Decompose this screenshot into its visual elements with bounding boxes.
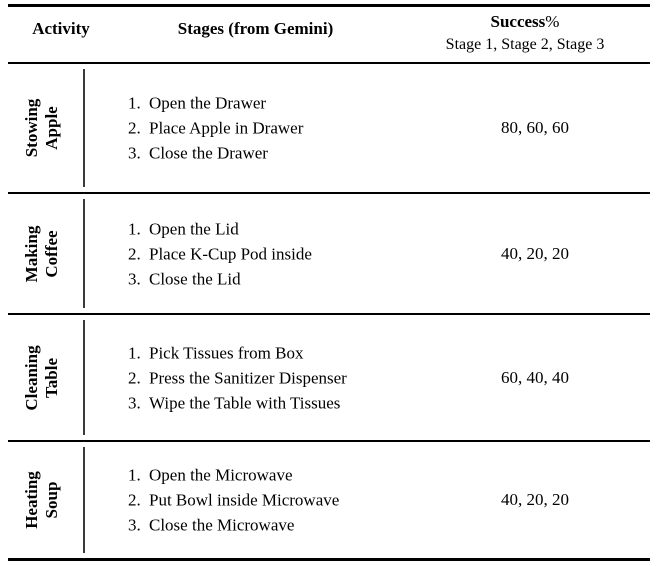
stage-item bbox=[128, 266, 428, 291]
stage-item bbox=[128, 91, 428, 116]
stages-cell bbox=[128, 64, 428, 192]
stages-cell bbox=[128, 194, 428, 313]
success-cell bbox=[435, 315, 635, 440]
column-header-success-subtitle: Stage 1, Stage 2, Stage 3 bbox=[445, 36, 605, 53]
stage-text: Close the Drawer bbox=[149, 143, 268, 163]
stage-text: Open the Lid bbox=[149, 219, 239, 238]
activity-label-rotated bbox=[22, 99, 62, 158]
stage-number: 3. bbox=[128, 269, 141, 288]
stage-item bbox=[128, 241, 428, 266]
table-bottom-rule bbox=[8, 558, 650, 561]
activity-cell bbox=[0, 194, 84, 313]
stage-text: Place Apple in Drawer bbox=[149, 118, 304, 138]
column-header-success bbox=[400, 10, 650, 56]
success-cell bbox=[435, 442, 635, 558]
activity-label-line1: Heating bbox=[22, 471, 41, 529]
stage-number: 3. bbox=[128, 143, 141, 163]
activity-label-line2: Soup bbox=[42, 481, 61, 519]
success-cell bbox=[435, 194, 635, 313]
stages-list bbox=[128, 91, 428, 166]
stage-number: 1. bbox=[128, 219, 141, 238]
stage-item bbox=[128, 141, 428, 166]
stage-item bbox=[128, 216, 428, 241]
activity-cell bbox=[0, 64, 84, 192]
stage-text: Wipe the Table with Tissues bbox=[149, 393, 341, 412]
stage-item bbox=[128, 390, 428, 415]
stage-number: 1. bbox=[128, 343, 141, 362]
stages-cell bbox=[128, 315, 428, 440]
activity-column-divider bbox=[83, 199, 85, 308]
activity-label-line1: Stowing bbox=[22, 98, 41, 158]
stage-number: 1. bbox=[128, 465, 141, 485]
stage-text: Close the Microwave bbox=[149, 515, 295, 535]
activity-label-rotated bbox=[22, 225, 62, 282]
stage-number: 2. bbox=[128, 368, 141, 387]
stage-text: Pick Tissues from Box bbox=[149, 343, 304, 362]
stage-text: Press the Sanitizer Dispenser bbox=[149, 368, 347, 387]
table-row bbox=[0, 194, 658, 313]
percent-symbol: % bbox=[545, 12, 560, 31]
stage-text: Open the Microwave bbox=[149, 465, 293, 485]
activity-column-divider bbox=[83, 320, 85, 435]
stages-cell bbox=[128, 442, 428, 558]
stage-number: 2. bbox=[128, 244, 141, 263]
success-values: 40, 20, 20 bbox=[501, 490, 569, 509]
activity-label-rotated bbox=[22, 345, 62, 410]
column-header-stages: Stages (from Gemini) bbox=[177, 19, 334, 38]
table-header-row bbox=[0, 7, 658, 62]
stage-item bbox=[128, 340, 428, 365]
table-row bbox=[0, 315, 658, 440]
stage-text: Open the Drawer bbox=[149, 93, 267, 113]
stage-item bbox=[128, 463, 428, 488]
success-cell bbox=[435, 64, 635, 192]
stage-item bbox=[128, 513, 428, 538]
stage-number: 1. bbox=[128, 93, 141, 113]
stage-item bbox=[128, 488, 428, 513]
stage-text: Close the Lid bbox=[149, 269, 241, 288]
success-values: 40, 20, 20 bbox=[501, 243, 569, 263]
stages-list bbox=[128, 340, 428, 415]
stage-item bbox=[128, 365, 428, 390]
activity-label-line2: Table bbox=[42, 357, 61, 398]
stage-text: Place K-Cup Pod inside bbox=[149, 244, 312, 263]
stage-item bbox=[128, 116, 428, 141]
activity-cell bbox=[0, 442, 84, 558]
activity-label-line1: Making bbox=[22, 225, 41, 282]
column-header-activity: Activity bbox=[32, 19, 90, 38]
success-title-text: Success bbox=[490, 12, 546, 31]
stage-number: 2. bbox=[128, 490, 141, 510]
activity-label-line2: Coffee bbox=[42, 229, 61, 278]
activity-column-divider bbox=[83, 69, 85, 187]
activity-cell bbox=[0, 315, 84, 440]
activity-label-line1: Cleaning bbox=[22, 344, 41, 411]
activity-column-divider bbox=[83, 447, 85, 553]
success-values: 60, 40, 40 bbox=[501, 367, 569, 387]
activity-label-rotated bbox=[22, 471, 62, 529]
table-row bbox=[0, 442, 658, 558]
success-values: 80, 60, 60 bbox=[501, 118, 569, 137]
stage-text: Put Bowl inside Microwave bbox=[149, 490, 340, 510]
stage-number: 3. bbox=[128, 393, 141, 412]
stages-list bbox=[128, 463, 428, 538]
activity-label-line2: Apple bbox=[42, 106, 61, 150]
table-row bbox=[0, 64, 658, 192]
stages-list bbox=[128, 216, 428, 291]
stage-number: 3. bbox=[128, 515, 141, 535]
stage-number: 2. bbox=[128, 118, 141, 138]
column-header-success-title bbox=[400, 10, 650, 34]
